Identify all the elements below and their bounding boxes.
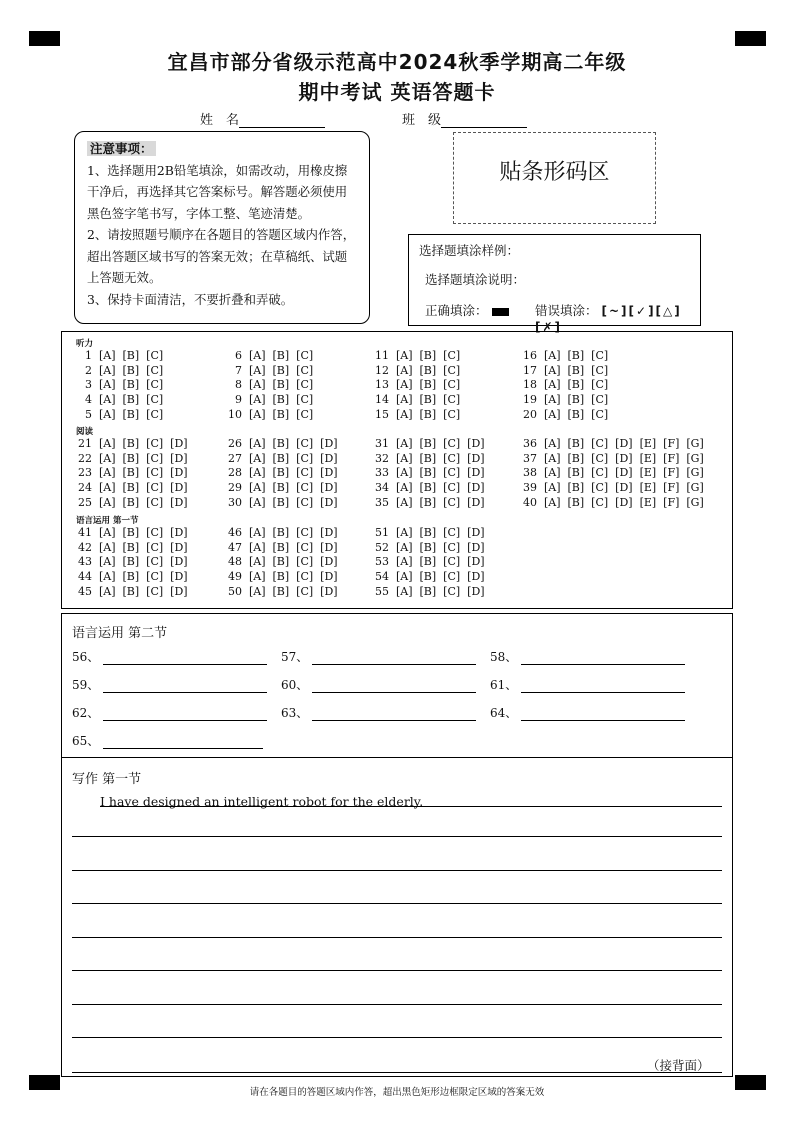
question-number: 42 (78, 540, 92, 554)
correct-fill-example (425, 301, 509, 319)
question-row-46[interactable] (220, 527, 338, 539)
blank-line[interactable] (521, 678, 685, 693)
wrong-fill-example (535, 301, 700, 334)
question-row-4[interactable] (70, 394, 163, 406)
blank-number: 59、 (72, 678, 100, 692)
question-row-8[interactable] (220, 379, 313, 391)
writing-line[interactable] (72, 1004, 722, 1005)
blank-60[interactable] (281, 676, 476, 693)
question-row-14[interactable] (367, 394, 460, 406)
question-number: 51 (375, 526, 389, 539)
answer-options[interactable]: [A] [B] [C] [D] (249, 495, 338, 509)
question-row-28[interactable] (220, 467, 338, 479)
answer-options[interactable]: [A] [B] [C] (99, 393, 164, 407)
question-number: 9 (235, 393, 242, 407)
wrong-marks-icon: [~][✓][△][✗] (535, 304, 682, 334)
question-row-43[interactable] (70, 556, 188, 568)
blank-57[interactable] (281, 648, 476, 665)
blank-line[interactable] (103, 734, 263, 749)
answer-options[interactable]: [A] [B] [C] [D] (99, 481, 188, 495)
question-number: 37 (523, 451, 537, 465)
blank-number: 64、 (490, 706, 518, 720)
answer-options[interactable]: [A] [B] [C] [D] (249, 540, 338, 554)
question-number: 8 (235, 378, 242, 392)
question-row-26[interactable] (220, 438, 338, 450)
question-number: 4 (85, 393, 92, 407)
answer-options[interactable]: [A] [B] [C] (544, 393, 609, 407)
answer-options[interactable]: [A] [B] [C] [D] (99, 570, 188, 584)
question-number: 6 (235, 349, 242, 362)
fill-blank-box (61, 613, 733, 758)
question-row-34[interactable] (367, 482, 485, 494)
answer-options[interactable]: [A] [B] [C] [D] (249, 555, 338, 569)
answer-options[interactable]: [A] [B] [C] [D] (396, 481, 485, 495)
question-row-22[interactable] (70, 453, 188, 465)
question-number: 16 (523, 349, 537, 362)
question-number: 40 (523, 495, 537, 509)
question-row-27[interactable] (220, 453, 338, 465)
answer-options[interactable]: [A] [B] [C] [D] (99, 526, 188, 539)
answer-options[interactable]: [A] [B] [C] [D] (99, 584, 188, 598)
blank-line[interactable] (103, 706, 267, 721)
question-number: 11 (375, 349, 389, 362)
writing-line[interactable] (72, 836, 722, 837)
question-row-6[interactable] (220, 350, 313, 362)
answer-options[interactable]: [A] [B] [C] (249, 363, 314, 377)
question-row-13[interactable] (367, 379, 460, 391)
question-row-23[interactable] (70, 467, 188, 479)
class-label: 班 级 (402, 113, 442, 128)
question-number: 47 (228, 540, 242, 554)
answer-options[interactable]: [A] [B] [C] [D] (249, 451, 338, 465)
question-row-21[interactable] (70, 438, 188, 450)
question-row-44[interactable] (70, 571, 188, 583)
question-row-17[interactable] (515, 365, 608, 377)
answer-options[interactable]: [A] [B] [C] [D] (396, 570, 485, 584)
name-label: 姓 名 (200, 113, 240, 128)
question-number: 20 (523, 407, 537, 421)
blank-line[interactable] (312, 706, 476, 721)
answer-options[interactable]: [A] [B] [C] [D] (396, 437, 485, 450)
writing-line[interactable] (100, 806, 722, 807)
question-number: 41 (78, 526, 92, 539)
continue-note: （接背面） (647, 1058, 710, 1073)
question-number: 50 (228, 584, 242, 598)
question-number: 39 (523, 481, 537, 495)
question-number: 22 (78, 451, 92, 465)
answer-options[interactable]: [A] [B] [C] [D] (396, 526, 485, 539)
question-row-37[interactable] (515, 453, 704, 465)
blank-number: 62、 (72, 706, 100, 720)
section-label-listening: 听力 (76, 339, 94, 349)
answer-options[interactable]: [A] [B] [C] (99, 407, 164, 421)
question-number: 30 (228, 495, 242, 509)
question-row-20[interactable] (515, 409, 608, 421)
question-number: 29 (228, 481, 242, 495)
question-number: 14 (375, 393, 389, 407)
blank-line[interactable] (103, 678, 267, 693)
writing-first-line: I have designed an intelligent robot for the elderly. (100, 794, 424, 809)
question-row-33[interactable] (367, 467, 485, 479)
blank-61[interactable] (490, 676, 685, 693)
writing-title: 写作 第一节 (72, 772, 142, 787)
answer-options[interactable]: [A] [B] [C] [D] (396, 495, 485, 509)
question-number: 44 (78, 570, 92, 584)
blank-number: 57、 (281, 650, 309, 664)
question-row-24[interactable] (70, 482, 188, 494)
answer-options[interactable]: [A] [B] [C] [D] (396, 466, 485, 480)
answer-options[interactable]: [A] [B] [C] (396, 407, 461, 421)
answer-options[interactable]: [A] [B] [C] (99, 378, 164, 392)
question-row-19[interactable] (515, 394, 608, 406)
name-line[interactable] (239, 113, 325, 128)
answer-options[interactable]: [A] [B] [C] [D] (99, 451, 188, 465)
answer-options[interactable]: [A] [B] [C] [D] [E] [F] [G] (544, 437, 704, 450)
question-row-31[interactable] (367, 438, 485, 450)
question-number: 15 (375, 407, 389, 421)
question-number: 38 (523, 466, 537, 480)
blank-number: 61、 (490, 678, 518, 692)
registration-mark-top-right (735, 31, 766, 46)
question-number: 7 (235, 363, 242, 377)
answer-options[interactable]: [A] [B] [C] [D] (249, 481, 338, 495)
name-field[interactable] (200, 109, 325, 128)
question-number: 27 (228, 451, 242, 465)
question-number: 45 (78, 584, 92, 598)
question-row-10[interactable] (220, 409, 313, 421)
answer-options[interactable]: [A] [B] [C] (396, 378, 461, 392)
blank-59[interactable] (72, 676, 267, 693)
answer-options[interactable]: [A] [B] [C] [D] (99, 555, 188, 569)
question-row-49[interactable] (220, 571, 338, 583)
answer-options[interactable]: [A] [B] [C] (544, 349, 609, 362)
notice-title: 注意事项： (87, 141, 156, 156)
question-number: 52 (375, 540, 389, 554)
wrong-fill-label: 错误填涂： (535, 303, 598, 318)
answer-options[interactable]: [A] [B] [C] (396, 363, 461, 377)
answer-options[interactable]: [A] [B] [C] [D] [E] [F] [G] (544, 495, 704, 509)
answer-options[interactable]: [A] [B] [C] [D] (249, 437, 338, 450)
question-number: 31 (375, 437, 389, 450)
question-row-7[interactable] (220, 365, 313, 377)
question-number: 21 (78, 437, 92, 450)
blank-number: 60、 (281, 678, 309, 692)
blank-64[interactable] (490, 704, 685, 721)
question-row-52[interactable] (367, 542, 485, 554)
answer-options[interactable]: [A] [B] [C] [D] (396, 540, 485, 554)
question-row-11[interactable] (367, 350, 460, 362)
answer-options[interactable]: [A] [B] [C] [D] (99, 437, 188, 450)
notice-item-1: 1、选择题用2B铅笔填涂，如需改动，用橡皮擦干净后，再选择其它答案标号。解答题必须使用黑色签字笔书写，字体工整、笔迹清楚。 (87, 162, 348, 221)
question-row-55[interactable] (367, 586, 485, 598)
question-row-40[interactable] (515, 497, 704, 509)
question-row-1[interactable] (70, 350, 163, 362)
question-row-3[interactable] (70, 379, 163, 391)
answer-options[interactable]: [A] [B] [C] [D] (249, 466, 338, 480)
question-number: 3 (85, 378, 92, 392)
question-number: 13 (375, 378, 389, 392)
footer-note: 请在各题目的答题区域内作答，超出黑色矩形边框限定区域的答案无效 (249, 1087, 545, 1098)
blank-65[interactable] (72, 732, 263, 749)
notice-item-2: 2、请按照题号顺序在各题目的答题区域内作答，超出答题区域书写的答案无效；在草稿纸、试题上答题无效。 (87, 227, 356, 285)
blank-number: 56、 (72, 650, 100, 664)
writing-box (61, 757, 733, 1077)
question-row-53[interactable] (367, 556, 485, 568)
question-row-12[interactable] (367, 365, 460, 377)
answer-options[interactable]: [A] [B] [C] (99, 363, 164, 377)
question-number: 10 (228, 407, 242, 421)
blank-line[interactable] (312, 678, 476, 693)
question-row-50[interactable] (220, 586, 338, 598)
question-row-32[interactable] (367, 453, 485, 465)
correct-fill-label: 正确填涂： (425, 303, 488, 318)
writing-line[interactable] (72, 870, 722, 871)
blank-line[interactable] (521, 706, 685, 721)
objective-answer-box (61, 331, 733, 609)
page-title-line1: 宜昌市部分省级示范高中2024秋季学期高二年级 (167, 50, 627, 74)
question-row-25[interactable] (70, 497, 188, 509)
answer-options[interactable]: [A] [B] [C] [D] [E] [F] [G] (544, 466, 704, 480)
answer-options[interactable]: [A] [B] [C] [D] [E] [F] [G] (544, 451, 704, 465)
question-number: 35 (375, 495, 389, 509)
answer-options[interactable]: [A] [B] [C] (544, 407, 609, 421)
class-field[interactable] (402, 109, 527, 128)
writing-line[interactable] (72, 1072, 722, 1073)
question-row-30[interactable] (220, 497, 338, 509)
question-row-47[interactable] (220, 542, 338, 554)
answer-options[interactable]: [A] [B] [C] (544, 378, 609, 392)
notice-item-3: 3、保持卡面清洁，不要折叠和弄破。 (87, 291, 294, 307)
answer-options[interactable]: [A] [B] [C] (396, 349, 461, 362)
question-row-5[interactable] (70, 409, 163, 421)
question-number: 55 (375, 584, 389, 598)
question-row-2[interactable] (70, 365, 163, 377)
answer-options[interactable]: [A] [B] [C] (99, 349, 164, 362)
question-number: 24 (78, 481, 92, 495)
filled-bubble-icon (492, 308, 509, 316)
barcode-area: 贴条形码区 (453, 132, 656, 224)
registration-mark-top-left (29, 31, 60, 46)
question-number: 48 (228, 555, 242, 569)
class-line[interactable] (441, 113, 527, 128)
question-number: 53 (375, 555, 389, 569)
answer-options[interactable]: [A] [B] [C] (544, 363, 609, 377)
question-number: 18 (523, 378, 537, 392)
question-number: 54 (375, 570, 389, 584)
question-number: 17 (523, 363, 537, 377)
writing-line[interactable] (72, 970, 722, 971)
question-row-42[interactable] (70, 542, 188, 554)
question-number: 23 (78, 466, 92, 480)
blank-line[interactable] (103, 650, 267, 665)
question-row-39[interactable] (515, 482, 704, 494)
answer-options[interactable]: [A] [B] [C] (249, 349, 314, 362)
question-number: 43 (78, 555, 92, 569)
blank-line[interactable] (521, 650, 685, 665)
sample-title: 选择题填涂样例： (419, 243, 520, 258)
answer-options[interactable]: [A] [B] [C] (249, 393, 314, 407)
blank-56[interactable] (72, 648, 267, 665)
blank-58[interactable] (490, 648, 685, 665)
question-row-36[interactable] (515, 438, 704, 450)
question-row-9[interactable] (220, 394, 313, 406)
fill-section-title: 语言运用 第二节 (72, 626, 168, 641)
question-number: 36 (523, 437, 537, 450)
question-number: 1 (85, 349, 92, 362)
sample-explain: 选择题填涂说明： (425, 272, 526, 287)
question-number: 25 (78, 495, 92, 509)
blank-number: 63、 (281, 706, 309, 720)
question-row-51[interactable] (367, 527, 485, 539)
fill-sample-box (408, 234, 701, 334)
question-number: 34 (375, 481, 389, 495)
question-row-35[interactable] (367, 497, 485, 509)
answer-options[interactable]: [A] [B] [C] [D] (99, 540, 188, 554)
question-number: 5 (85, 407, 92, 421)
answer-options[interactable]: [A] [B] [C] [D] (396, 555, 485, 569)
question-row-15[interactable] (367, 409, 460, 421)
answer-options[interactable]: [A] [B] [C] [D] (249, 570, 338, 584)
question-row-48[interactable] (220, 556, 338, 568)
page-title-line2: 期中考试 英语答题卡 (298, 80, 496, 104)
blank-number: 65、 (72, 734, 100, 748)
question-number: 19 (523, 393, 537, 407)
answer-options[interactable]: [A] [B] [C] [D] (396, 451, 485, 465)
writing-line[interactable] (72, 937, 722, 938)
question-row-54[interactable] (367, 571, 485, 583)
answer-options[interactable]: [A] [B] [C] [D] (99, 495, 188, 509)
question-row-16[interactable] (515, 350, 608, 362)
writing-line[interactable] (72, 1037, 722, 1038)
blank-line[interactable] (312, 650, 476, 665)
question-number: 32 (375, 451, 389, 465)
blank-number: 58、 (490, 650, 518, 664)
section-label-language: 语言运用 第一节 (76, 516, 139, 526)
answer-options[interactable]: [A] [B] [C] [D] (249, 526, 338, 539)
question-row-38[interactable] (515, 467, 704, 479)
answer-options[interactable]: [A] [B] [C] (396, 393, 461, 407)
answer-options[interactable]: [A] [B] [C] (249, 378, 314, 392)
answer-options[interactable]: [A] [B] [C] [D] [E] [F] [G] (544, 481, 704, 495)
question-number: 33 (375, 466, 389, 480)
answer-options[interactable]: [A] [B] [C] (249, 407, 314, 421)
section-label-reading: 阅读 (76, 427, 94, 437)
question-number: 46 (228, 526, 242, 539)
question-number: 12 (375, 363, 389, 377)
question-number: 26 (228, 437, 242, 450)
answer-options[interactable]: [A] [B] [C] [D] (99, 466, 188, 480)
question-number: 49 (228, 570, 242, 584)
notice-box (74, 131, 370, 324)
blank-62[interactable] (72, 704, 267, 721)
question-number: 2 (85, 363, 92, 377)
blank-63[interactable] (281, 704, 476, 721)
question-number: 28 (228, 466, 242, 480)
question-row-18[interactable] (515, 379, 608, 391)
answer-options[interactable]: [A] [B] [C] [D] (249, 584, 338, 598)
answer-options[interactable]: [A] [B] [C] [D] (396, 584, 485, 598)
question-row-41[interactable] (70, 527, 188, 539)
question-row-29[interactable] (220, 482, 338, 494)
writing-line[interactable] (72, 903, 722, 904)
question-row-45[interactable] (70, 586, 188, 598)
